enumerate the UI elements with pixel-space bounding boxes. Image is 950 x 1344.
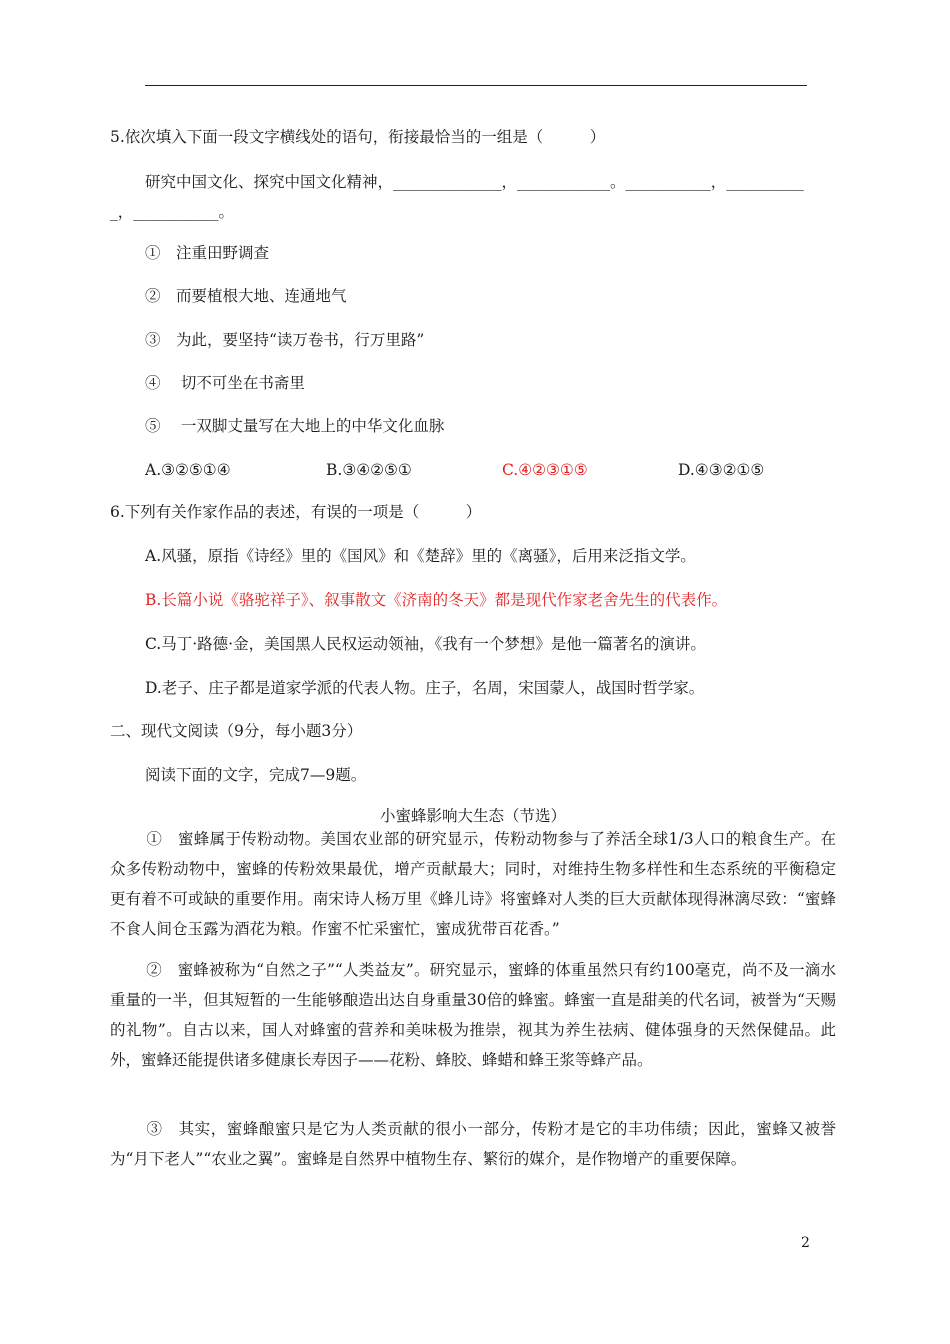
q5-item-4: ④ 切不可坐在书斋里 [145,374,305,392]
q5-item-2: ② 而要植根大地、连通地气 [145,287,347,305]
q6-option-d: D.老子、庄子都是道家学派的代表人物。庄子，名周，宋国蒙人，战国时哲学家。 [145,679,705,697]
article-paragraph-2-text: ② 蜜蜂被称为“自然之子”“人类益友”。研究显示，蜜蜂的体重虽然只有约100毫克，尚不及一滴水重量的一半，但其短暂的一生能够酿造出达自身重量30倍的蜂蜜。蜂蜜一直是甜美的代名词，被誉为“天赐的礼物”。自古以来，国人对蜂蜜的营养和美味极为推崇，视其为养生祛病、健体强身的天然保健品。此外，蜜蜂还能提供诸多健康长寿因子——花粉、蜂胶、蜂蜡和蜂王浆等蜂产品。 [110,961,836,1069]
article-title: 小蜜蜂影响大生态（节选） [379,807,566,825]
q6-option-c: C.马丁·路德·金，美国黑人民权运动领袖，《我有一个梦想》是他一篇著名的演讲。 [145,635,706,653]
article-paragraph-1-text: ① 蜜蜂属于传粉动物。美国农业部的研究显示，传粉动物参与了养活全球1/3人口的粮食生产。在众多传粉动物中，蜜蜂的传粉效果最优，增产贡献最大；同时，对维持生物多样性和生态系统的平衡稳定更有着不可或缺的重要作用。南宋诗人杨万里《蜂儿诗》将蜜蜂对人类的巨大贡献体现得淋漓尽致：“蜜蜂不食人间仓玉露为酒花为粮。作蜜不忙采蜜忙，蜜成犹带百花香。” [110,830,836,938]
q6-option-b-answer: B.长篇小说《骆驼祥子》、叙事散文《济南的冬天》都是现代作家老舍先生的代表作。 [145,591,728,609]
q5-passage-line2: _，___________。 [110,203,235,221]
page-number: 2 [801,1235,810,1251]
q5-passage-line1: 研究中国文化、探究中国文化精神，______________，____________。___________，__________ [145,173,804,191]
header-rule [145,85,807,86]
q5-item-5: ⑤ 一双脚丈量写在大地上的中华文化血脉 [145,417,445,435]
article-paragraph-1 [110,824,836,944]
q5-option-b: B.③④②⑤① [326,461,412,479]
q5-item-3: ③ 为此，要坚持“读万卷书，行万里路” [145,331,425,349]
section2-instruction: 阅读下面的文字，完成7—9题。 [145,766,367,784]
article-paragraph-3-text: ③ 其实，蜜蜂酿蜜只是它为人类贡献的很小一部分，传粉才是它的丰功伟绩；因此，蜜蜂又被誉为“月下老人”“农业之翼”。蜜蜂是自然界中植物生存、繁衍的媒介，是作物增产的重要保障。 [110,1120,836,1168]
q6-option-a: A.风骚，原指《诗经》里的《国风》和《楚辞》里的《离骚》，后用来泛指文学。 [145,547,696,565]
q6-stem: 6.下列有关作家作品的表述，有误的一项是（ ） [110,503,482,521]
q5-item-1: ① 注重田野调查 [145,244,270,262]
q5-option-a: A.③②⑤①④ [145,461,231,479]
article-paragraph-2 [110,955,836,1075]
q5-stem: 5.依次填入下面一段文字横线处的语句，衔接最恰当的一组是（ ） [110,128,606,146]
q5-option-c-answer: C.④②③①⑤ [502,461,588,479]
q5-option-d: D.④③②①⑤ [678,461,765,479]
article-paragraph-3 [110,1114,836,1174]
section2-heading: 二、现代文阅读（9分，每小题3分） [110,722,363,740]
